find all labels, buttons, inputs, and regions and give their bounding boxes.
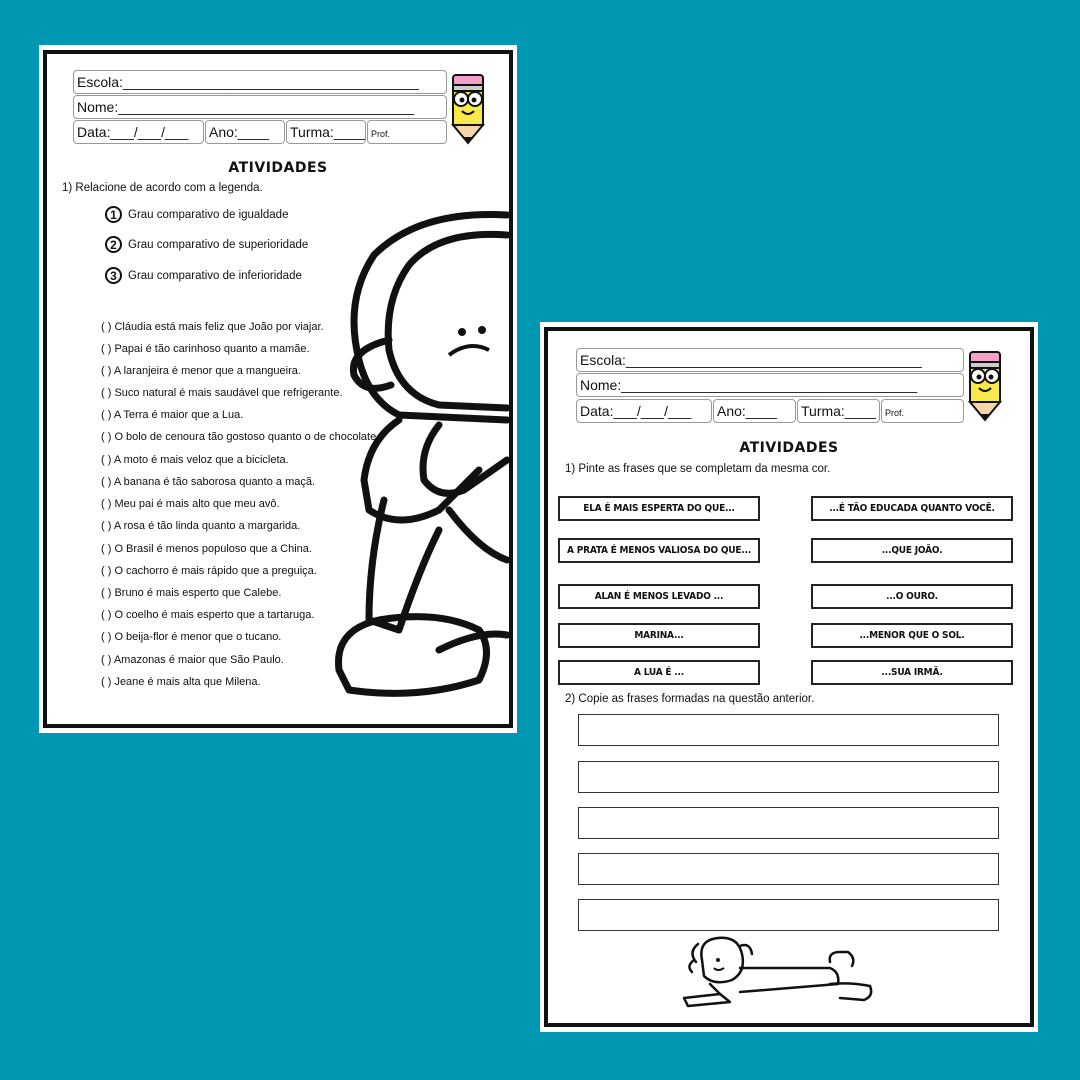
list-item[interactable]: ( ) O bolo de cenoura tão gostoso quanto o de chocolate. (101, 431, 380, 443)
worksheet-page-2 (540, 322, 1038, 1032)
answer-box[interactable] (578, 899, 999, 931)
child-illustration (329, 210, 509, 710)
legend-text: Grau comparativo de superioridade (128, 238, 309, 251)
answer-box[interactable] (578, 807, 999, 839)
data-field[interactable] (576, 399, 712, 423)
nome-label: Nome:______________________________________ (580, 377, 918, 393)
nome-field[interactable] (73, 95, 447, 119)
list-item[interactable]: ( ) A banana é tão saborosa quanto a maçã. (101, 476, 316, 488)
ano-label: Ano:____ (209, 124, 269, 140)
phrase-box-right[interactable]: ...O OURO. (811, 584, 1013, 609)
list-item[interactable]: ( ) O beija-flor é menor que o tucano. (101, 631, 282, 643)
phrase-box-right[interactable]: ...É TÃO EDUCADA QUANTO VOCÊ. (811, 496, 1013, 521)
escola-field[interactable] (73, 70, 447, 94)
list-item[interactable]: ( ) Suco natural é mais saudável que refrigerante. (101, 387, 343, 399)
prof-label: Prof. (885, 408, 905, 418)
ano-label: Ano:____ (717, 403, 777, 419)
nome-label: Nome:______________________________________ (77, 99, 415, 115)
list-item[interactable]: ( ) Jeane é mais alta que Milena. (101, 676, 261, 688)
phrase-box-right[interactable]: ...SUA IRMÃ. (811, 660, 1013, 685)
legend-text: Grau comparativo de inferioridade (128, 269, 302, 282)
data-label: Data:___/___/___ (77, 124, 189, 140)
list-item[interactable]: ( ) Cláudia está mais feliz que João por viajar. (101, 321, 324, 333)
escola-label: Escola:______________________________________ (580, 352, 922, 368)
prof-label: Prof. (371, 129, 391, 139)
list-item[interactable]: ( ) Amazonas é maior que São Paulo. (101, 654, 284, 666)
escola-label: Escola:______________________________________ (77, 74, 419, 90)
legend-item (105, 267, 302, 284)
answer-box[interactable] (578, 853, 999, 885)
nome-field[interactable] (576, 373, 964, 397)
phrase-box-left[interactable]: ALAN É MENOS LEVADO ... (558, 584, 760, 609)
legend-item (105, 236, 308, 253)
list-item[interactable]: ( ) Bruno é mais esperto que Calebe. (101, 587, 282, 599)
reading-child-illustration (680, 932, 880, 1012)
legend-text: Grau comparativo de igualdade (128, 208, 289, 221)
turma-label: Turma:____ (290, 124, 365, 140)
legend-number: 2 (105, 236, 122, 253)
list-item[interactable]: ( ) A Terra é maior que a Lua. (101, 409, 244, 421)
ano-field[interactable] (713, 399, 796, 423)
page-title: ATIVIDADES (228, 160, 328, 176)
legend-number: 1 (105, 206, 122, 223)
question-1: 1) Pinte as frases que se completam da mesma cor. (565, 463, 831, 475)
list-item[interactable]: ( ) Papai é tão carinhoso quanto a mamãe. (101, 343, 310, 355)
prof-field[interactable] (881, 399, 964, 423)
legend-item (105, 206, 288, 223)
list-item[interactable]: ( ) Meu pai é mais alto que meu avô. (101, 498, 280, 510)
list-item[interactable]: ( ) A moto é mais veloz que a bicicleta. (101, 454, 289, 466)
worksheet-page-1 (39, 45, 517, 733)
question-1: 1) Relacione de acordo com a legenda. (62, 182, 263, 194)
turma-field[interactable] (286, 120, 366, 144)
phrase-box-left[interactable]: ELA É MAIS ESPERTA DO QUE... (558, 496, 760, 521)
question-2: 2) Copie as frases formadas na questão anterior. (565, 693, 815, 705)
pencil-mascot-icon (964, 350, 1006, 422)
page-title: ATIVIDADES (739, 440, 839, 456)
turma-label: Turma:____ (801, 403, 876, 419)
phrase-box-left[interactable]: MARINA... (558, 623, 760, 648)
data-field[interactable] (73, 120, 204, 144)
phrase-box-left[interactable]: A LUA É ... (558, 660, 760, 685)
list-item[interactable]: ( ) O coelho é mais esperto que a tartaruga. (101, 609, 315, 621)
ano-field[interactable] (205, 120, 285, 144)
phrase-box-left[interactable]: A PRATA É MENOS VALIOSA DO QUE... (558, 538, 760, 563)
legend-number: 3 (105, 267, 122, 284)
answer-box[interactable] (578, 761, 999, 793)
list-item[interactable]: ( ) O Brasil é menos populoso que a China. (101, 543, 312, 555)
turma-field[interactable] (797, 399, 880, 423)
phrase-box-right[interactable]: ...QUE JOÃO. (811, 538, 1013, 563)
prof-field[interactable] (367, 120, 447, 144)
phrase-box-right[interactable]: ...MENOR QUE O SOL. (811, 623, 1013, 648)
list-item[interactable]: ( ) A rosa é tão linda quanto a margarida. (101, 520, 301, 532)
pencil-mascot-icon (447, 73, 489, 145)
list-item[interactable]: ( ) O cachorro é mais rápido que a preguiça. (101, 565, 317, 577)
answer-box[interactable] (578, 714, 999, 746)
list-item[interactable]: ( ) A laranjeira é menor que a mangueira. (101, 365, 301, 377)
escola-field[interactable] (576, 348, 964, 372)
data-label: Data:___/___/___ (580, 403, 692, 419)
